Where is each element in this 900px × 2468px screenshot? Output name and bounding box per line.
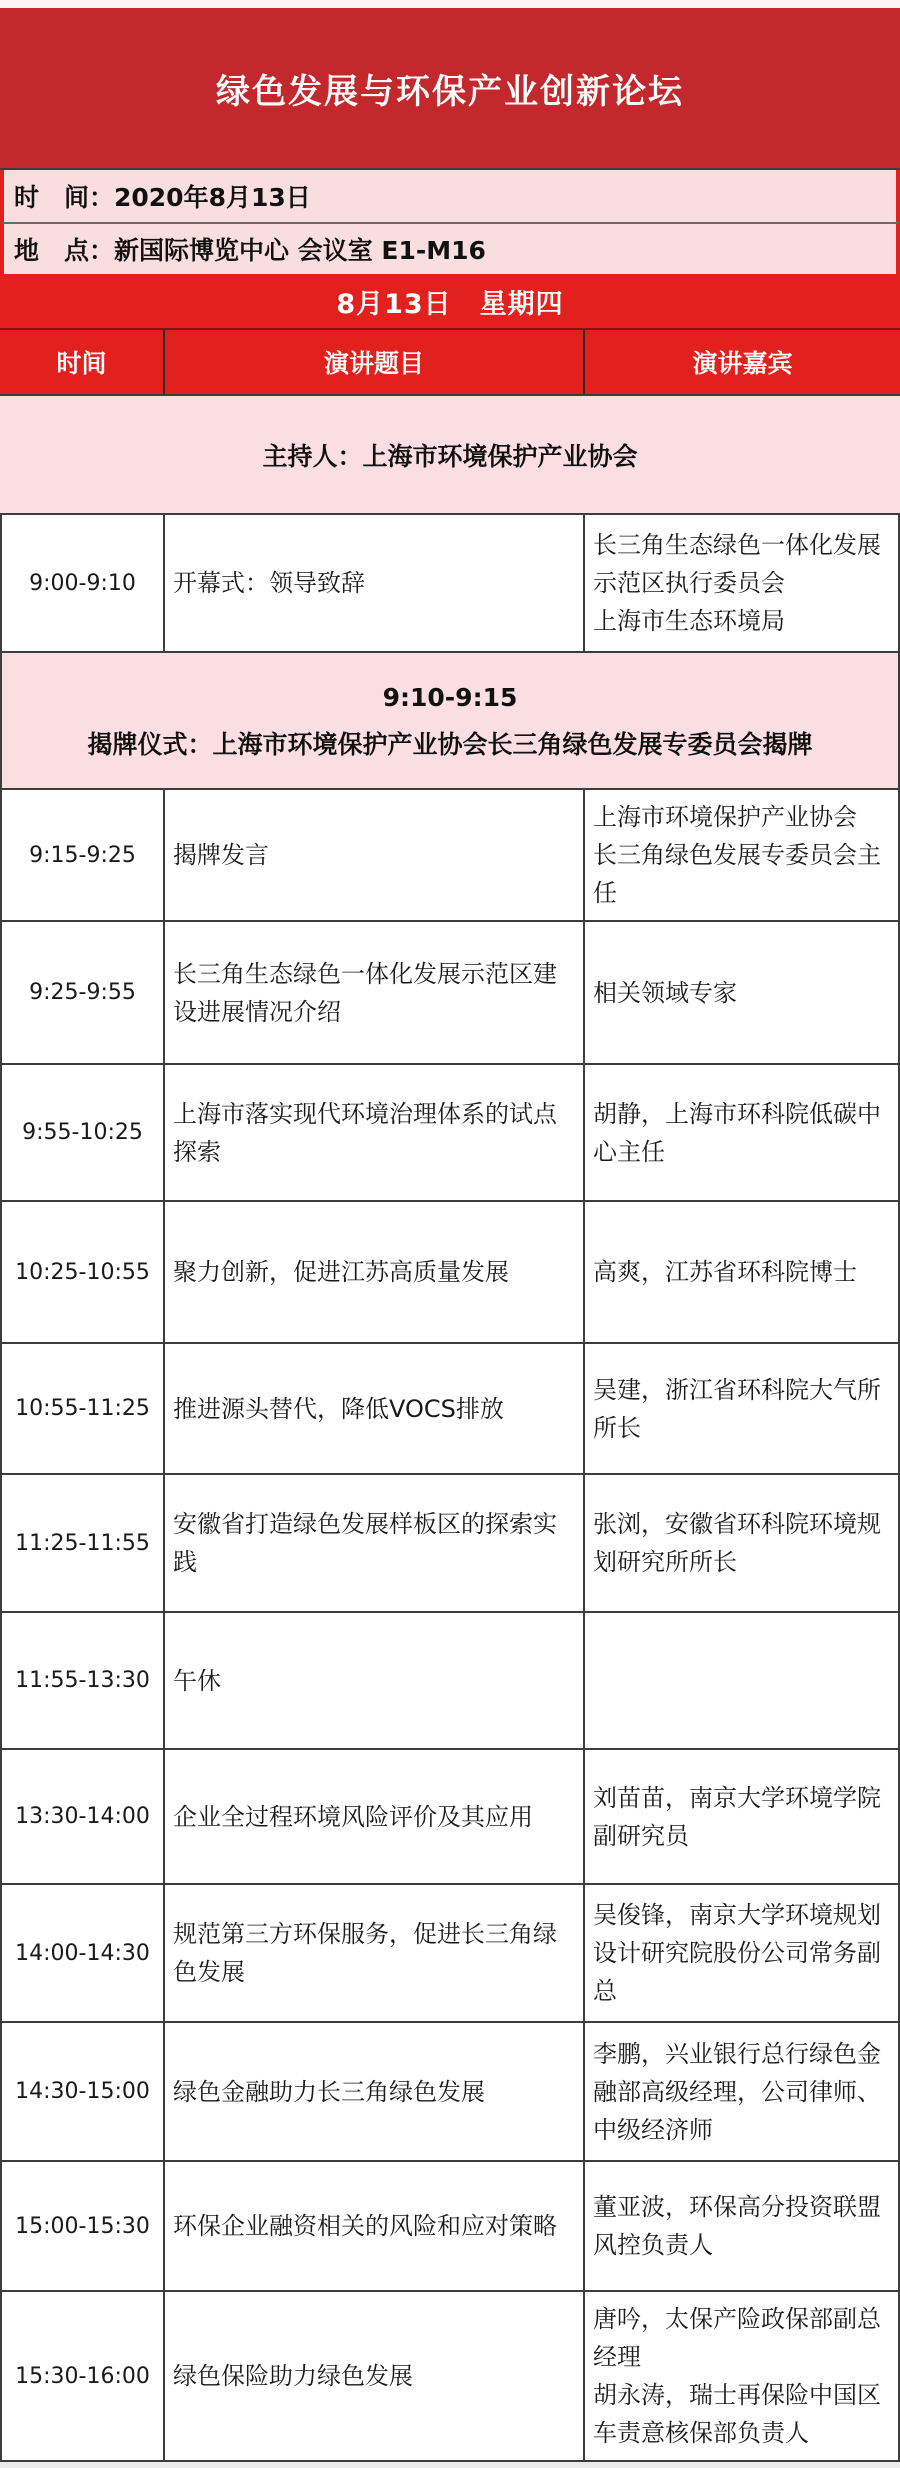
- session-speaker: [583, 1885, 898, 2021]
- session-topic-line: 环保企业融资相关的风险和应对策略: [173, 2212, 557, 2240]
- schedule-rows: [0, 513, 900, 2460]
- session-speaker-line: 刘苗苗，南京大学环境学院: [593, 1783, 881, 1812]
- host-band: [0, 394, 900, 513]
- session-time: 11:55-13:30: [15, 1668, 150, 1693]
- session-topic: [163, 1885, 583, 2021]
- session-topic-line: 设进展情况介绍: [173, 997, 341, 1026]
- session-speaker-line: 相关领域专家: [593, 978, 737, 1007]
- session-time: 14:00-14:30: [15, 1940, 150, 1966]
- schedule-row: [0, 1473, 900, 1611]
- session-speaker-line: 吴俊锋，南京大学环境规划: [593, 1901, 881, 1929]
- highlight-line: 9:10-9:15: [382, 682, 518, 712]
- event-location-text: 地 点：新国际博览中心 会议室 E1-M16: [14, 236, 486, 265]
- host-text: 主持人：上海市环境保护产业协会: [262, 441, 638, 471]
- session-speaker: [583, 922, 898, 1063]
- session-topic: [163, 2162, 583, 2290]
- session-time: 14:30-15:00: [15, 2079, 150, 2104]
- session-time: 10:25-10:55: [15, 1259, 150, 1285]
- session-topic-line: 践: [173, 1548, 197, 1576]
- session-speaker-line: 车责意核保部负责人: [593, 2419, 809, 2447]
- session-speaker: [583, 1344, 898, 1473]
- event-date-text: 时 间：2020年8月13日: [14, 183, 311, 212]
- session-time: 15:00-15:30: [15, 2213, 150, 2239]
- session-topic-line: 探索: [173, 1137, 221, 1166]
- schedule-row: [0, 1063, 900, 1200]
- schedule-row: [0, 1611, 900, 1748]
- session-topic: [163, 2023, 583, 2160]
- session-speaker-line: 示范区执行委员会: [593, 569, 785, 597]
- session-speaker-line: 所长: [593, 1413, 641, 1442]
- page-title: 绿色发展与环保产业创新论坛: [216, 71, 684, 112]
- session-time: 11:25-11:55: [15, 1530, 150, 1556]
- highlight-band: [0, 651, 900, 788]
- session-speaker-line: 胡永涛，瑞士再保险中国区: [593, 2381, 881, 2409]
- session-speaker-line: 上海市环境保护产业协会: [593, 803, 857, 831]
- session-topic: [163, 515, 583, 651]
- session-topic-line: 揭牌发言: [173, 841, 269, 869]
- session-speaker-line: 总: [593, 1977, 617, 2005]
- session-time: 9:55-10:25: [22, 1120, 143, 1145]
- session-time: 13:30-14:00: [15, 1804, 150, 1829]
- session-topic: [163, 1344, 583, 1473]
- session-time: 15:30-16:00: [15, 2363, 150, 2389]
- info-row-time: [0, 170, 900, 222]
- table-header-row: [0, 328, 900, 394]
- session-speaker-line: 中级经济师: [593, 2115, 713, 2144]
- session-topic-line: 聚力创新，促进江苏高质量发展: [173, 1258, 509, 1286]
- schedule-row: [0, 1342, 900, 1473]
- session-speaker: [583, 515, 898, 651]
- session-time: 9:00-9:10: [29, 570, 136, 596]
- date-band: [0, 274, 900, 328]
- session-topic: [163, 1475, 583, 1611]
- top-margin-strip: [0, 0, 900, 8]
- session-speaker-line: 任: [593, 879, 617, 907]
- highlight-line: 揭牌仪式：上海市环境保护产业协会长三角绿色发展专委员会揭牌: [87, 729, 813, 759]
- session-speaker-line: 唐吟，太保产险政保部副总: [593, 2305, 881, 2333]
- session-speaker-line: 融部高级经理，公司律师、: [593, 2077, 881, 2106]
- session-topic-line: 企业全过程环境风险评价及其应用: [173, 1802, 533, 1831]
- session-speaker: [583, 1202, 898, 1342]
- session-topic-line: 午休: [173, 1666, 221, 1695]
- session-speaker: [583, 790, 898, 920]
- session-topic-line: 推进源头替代，降低VOCS排放: [173, 1394, 504, 1423]
- schedule-row: [0, 2290, 900, 2460]
- session-speaker: [583, 2023, 898, 2160]
- column-header-time: 时间: [56, 349, 107, 378]
- session-speaker-line: 吴建，浙江省环科院大气所: [593, 1375, 881, 1404]
- schedule-row: [0, 2160, 900, 2290]
- session-speaker-line: 划研究所所长: [593, 1548, 737, 1576]
- schedule-row: [0, 920, 900, 1063]
- schedule-row: [0, 513, 900, 651]
- session-topic: [163, 2292, 583, 2460]
- session-topic: [163, 1613, 583, 1748]
- session-time: 9:25-9:55: [29, 980, 136, 1005]
- schedule-row: [0, 1883, 900, 2021]
- session-speaker-line: 李鹏，兴业银行总行绿色金: [593, 2039, 881, 2068]
- session-speaker-line: 胡静，上海市环科院低碳中: [593, 1099, 881, 1128]
- session-time: 10:55-11:25: [15, 1396, 150, 1421]
- session-topic: [163, 1065, 583, 1200]
- session-topic-line: 规范第三方环保服务，促进长三角绿: [173, 1920, 557, 1948]
- title-banner: [0, 8, 900, 170]
- column-header-topic: 演讲题目: [163, 330, 583, 394]
- session-time: 9:15-9:25: [29, 842, 136, 868]
- schedule-row: [0, 1748, 900, 1883]
- session-speaker-line: 设计研究院股份公司常务副: [593, 1939, 881, 1967]
- date-band-text: 8月13日 星期四: [336, 288, 564, 320]
- session-speaker-line: 高爽，江苏省环科院博士: [593, 1258, 857, 1286]
- session-speaker: [583, 1065, 898, 1200]
- session-topic-line: 色发展: [173, 1958, 245, 1986]
- session-speaker-line: 风控负责人: [593, 2231, 713, 2259]
- session-topic-line: 绿色金融助力长三角绿色发展: [173, 2077, 485, 2106]
- session-topic-line: 开幕式：领导致辞: [173, 569, 365, 597]
- column-header-speaker: 演讲嘉宾: [583, 330, 900, 394]
- session-speaker-line: 董亚波，环保高分投资联盟: [593, 2193, 881, 2221]
- session-topic-line: 绿色保险助力绿色发展: [173, 2362, 413, 2390]
- session-speaker: [583, 1750, 898, 1883]
- session-speaker-line: 张浏，安徽省环科院环境规: [593, 1510, 881, 1538]
- session-topic: [163, 922, 583, 1063]
- session-topic: [163, 1750, 583, 1883]
- info-row-location: [0, 222, 900, 274]
- schedule-row: [0, 1200, 900, 1342]
- session-speaker-line: 长三角绿色发展专委员会主: [593, 841, 881, 869]
- session-speaker: [583, 1475, 898, 1611]
- session-topic: [163, 790, 583, 920]
- session-speaker-line: 心主任: [593, 1137, 665, 1166]
- session-speaker-line: 经理: [593, 2343, 641, 2371]
- session-topic: [163, 1202, 583, 1342]
- session-topic-line: 长三角生态绿色一体化发展示范区建: [173, 959, 557, 988]
- session-speaker-line: 副研究员: [593, 1821, 689, 1850]
- schedule-row: [0, 2021, 900, 2160]
- bottom-margin-strip: [0, 2460, 900, 2468]
- session-speaker: [583, 1613, 898, 1748]
- session-speaker: [583, 2292, 898, 2460]
- session-speaker: [583, 2162, 898, 2290]
- session-topic-line: 上海市落实现代环境治理体系的试点: [173, 1099, 557, 1128]
- session-speaker-line: 上海市生态环境局: [593, 607, 785, 635]
- schedule-row: [0, 788, 900, 920]
- session-topic-line: 安徽省打造绿色发展样板区的探索实: [173, 1510, 557, 1538]
- session-speaker-line: 长三角生态绿色一体化发展: [593, 531, 881, 559]
